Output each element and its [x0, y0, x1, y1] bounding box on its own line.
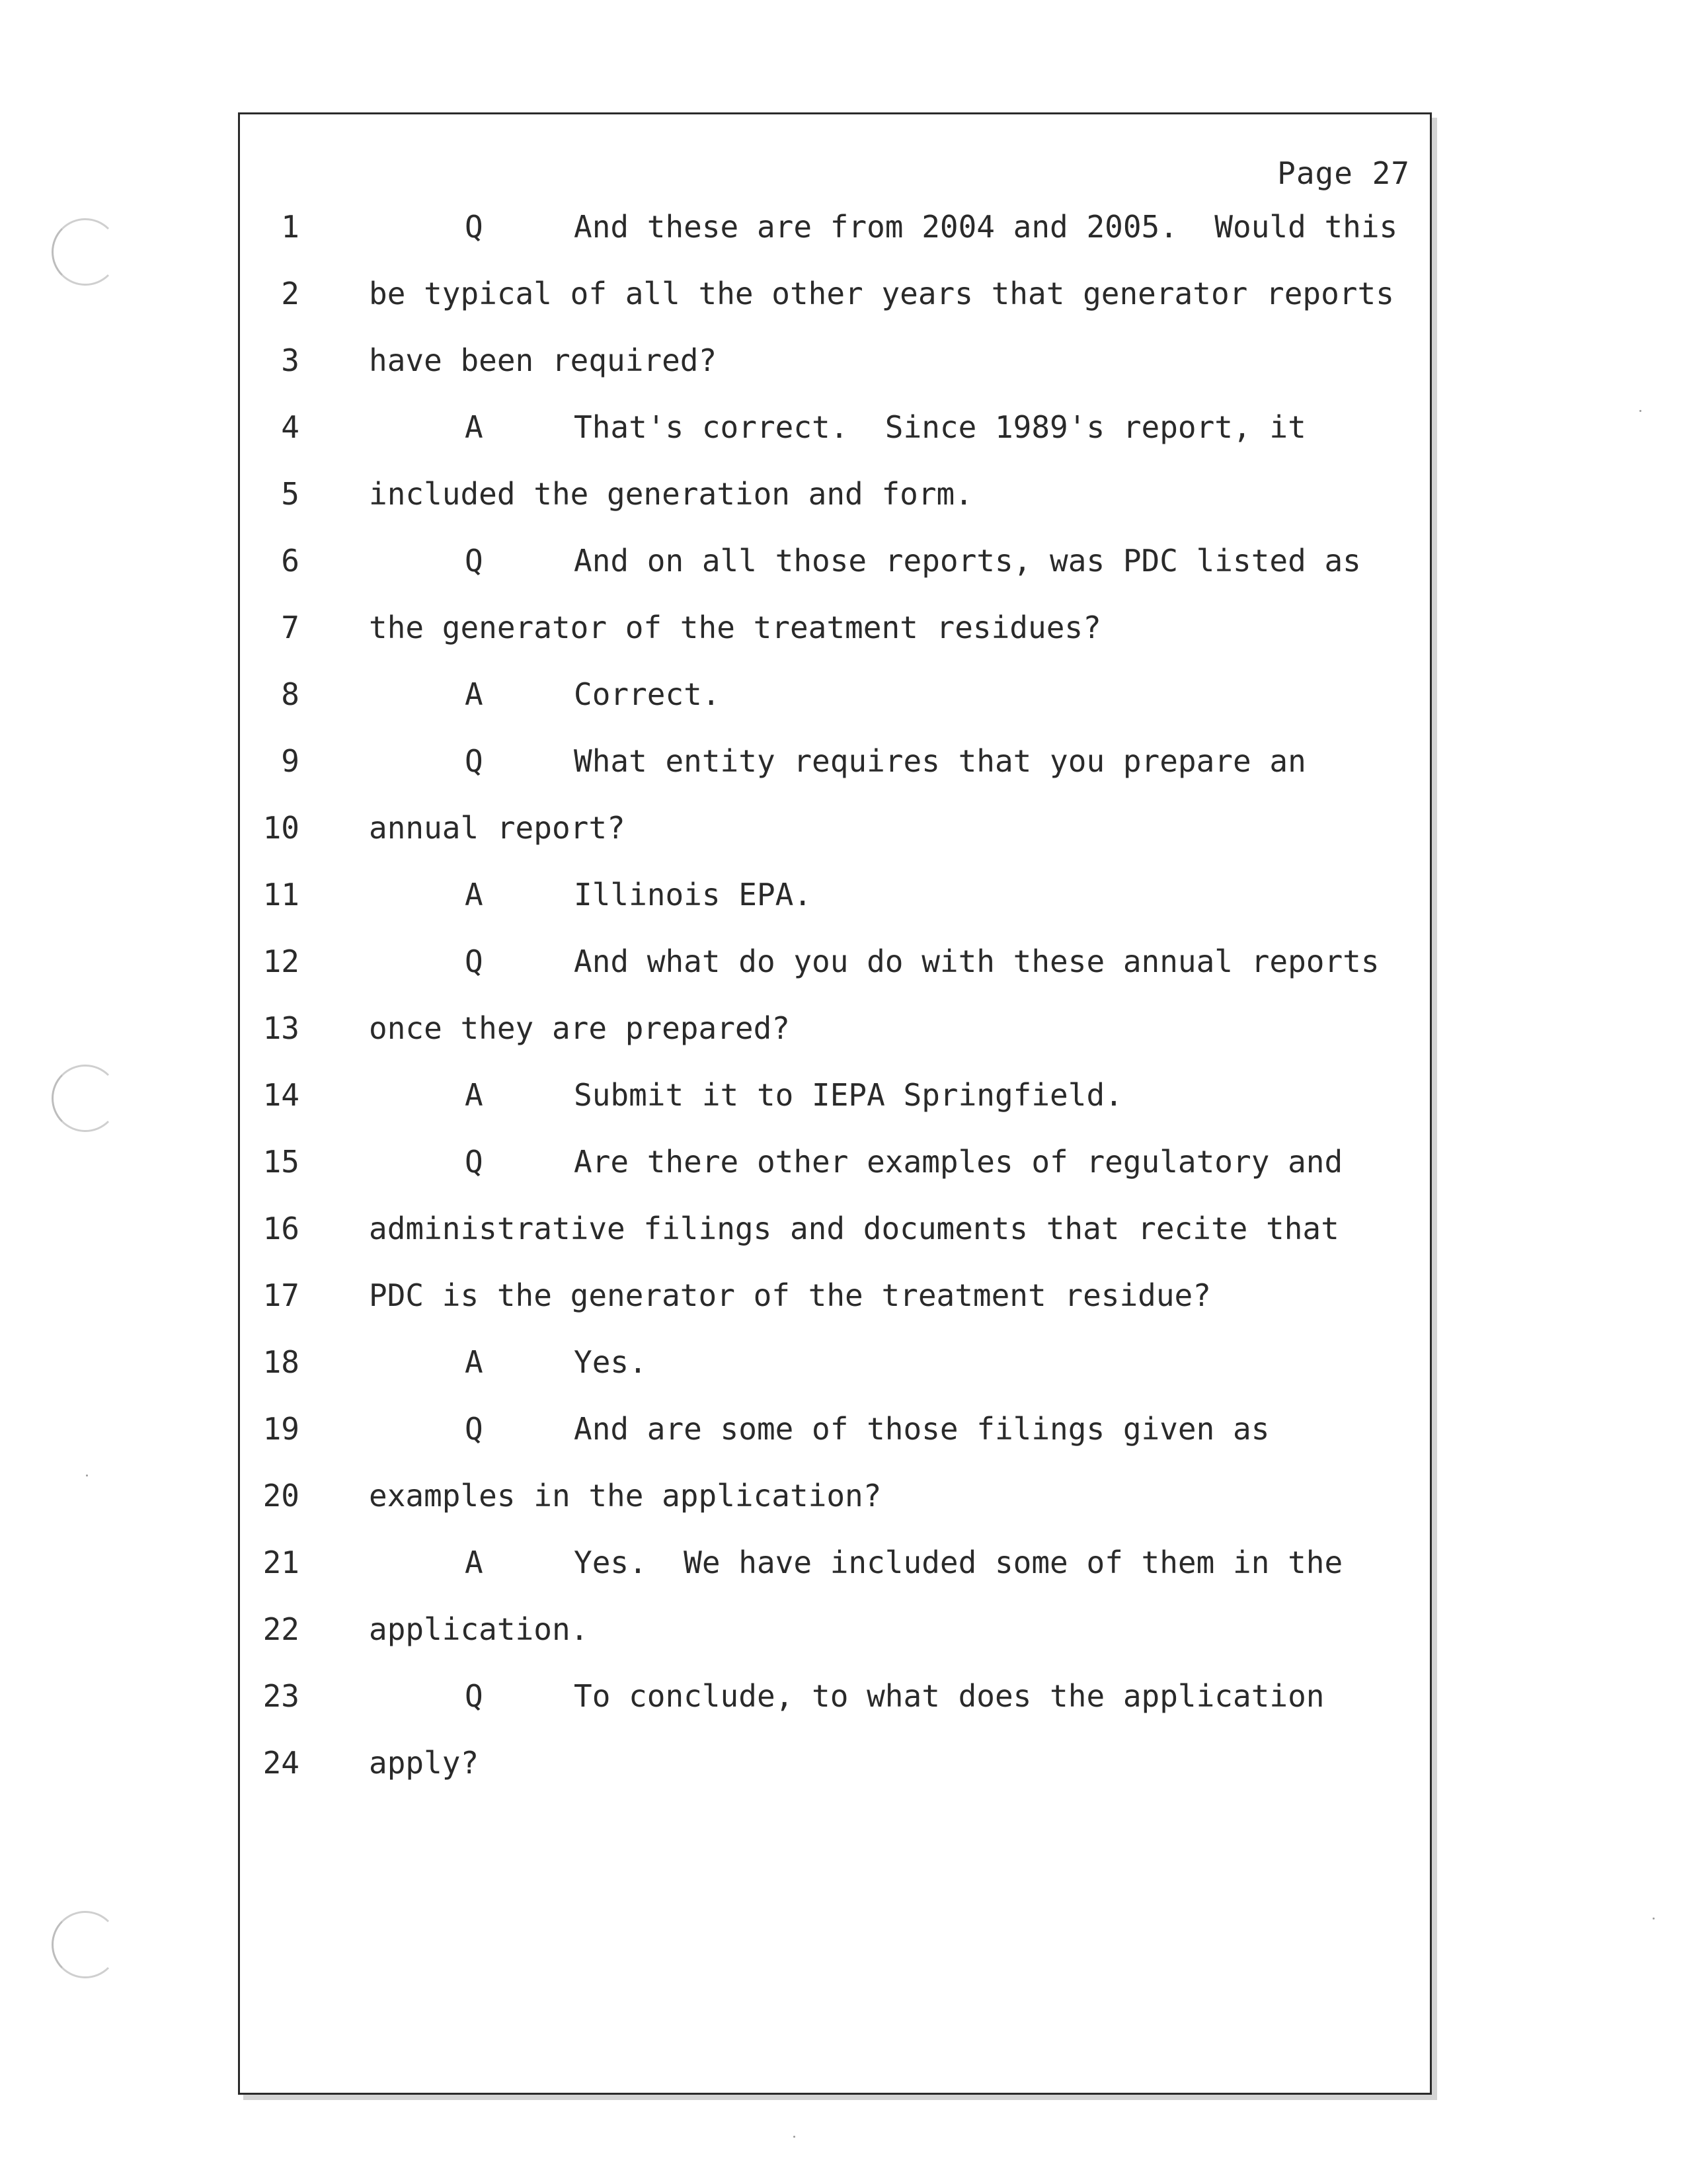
speaker-label: Q [465, 209, 483, 245]
line-number: 11 [262, 877, 299, 912]
scan-speck [1653, 1918, 1655, 1920]
line-text: And on all those reports, was PDC listed as [574, 543, 1361, 579]
transcript-line [240, 674, 1430, 714]
speaker-label: Q [465, 543, 483, 579]
line-number: 1 [281, 209, 299, 245]
speaker-label: A [465, 1077, 483, 1113]
transcript-line [240, 1676, 1430, 1716]
line-text: Are there other examples of regulatory and [574, 1144, 1343, 1180]
line-number: 14 [262, 1077, 299, 1113]
transcript-line [240, 274, 1430, 313]
line-number: 9 [281, 743, 299, 779]
speaker-label: Q [465, 944, 483, 979]
transcript-line [240, 1409, 1430, 1449]
line-text: annual report? [369, 810, 625, 846]
line-number: 23 [262, 1678, 299, 1714]
speaker-label: Q [465, 1678, 483, 1714]
transcript-line [240, 808, 1430, 848]
line-number: 20 [262, 1478, 299, 1514]
line-text: Yes. [574, 1344, 647, 1380]
line-text: application. [369, 1611, 589, 1647]
transcript-line [240, 1543, 1430, 1582]
transcript-line [240, 1342, 1430, 1382]
transcript-line [240, 1275, 1430, 1315]
scan-speck [1639, 410, 1641, 412]
line-text: To conclude, to what does the application [574, 1678, 1325, 1714]
line-text: Yes. We have included some of them in the [574, 1545, 1343, 1580]
line-number: 19 [262, 1411, 299, 1447]
line-text: That's correct. Since 1989's report, it [574, 409, 1306, 445]
line-text: Submit it to IEPA Springfield. [574, 1077, 1123, 1113]
transcript-line [240, 541, 1430, 581]
line-number: 15 [262, 1144, 299, 1180]
line-text: have been required? [369, 343, 717, 378]
transcript-line [240, 1008, 1430, 1048]
speaker-label: Q [465, 1411, 483, 1447]
transcript-line [240, 942, 1430, 981]
line-number: 4 [281, 409, 299, 445]
binder-hole-top [52, 218, 119, 286]
transcript-line [240, 1209, 1430, 1248]
line-number: 22 [262, 1611, 299, 1647]
line-text: administrative filings and documents that recite that [369, 1211, 1339, 1246]
line-number: 2 [281, 276, 299, 311]
line-number: 5 [281, 476, 299, 512]
page-number: Page 27 [1277, 155, 1410, 191]
scan-speck [793, 2136, 795, 2138]
line-number: 17 [262, 1277, 299, 1313]
line-text: What entity requires that you prepare an [574, 743, 1306, 779]
line-text: And what do you do with these annual reports [574, 944, 1380, 979]
line-text: And these are from 2004 and 2005. Would this [574, 209, 1398, 245]
line-number: 10 [262, 810, 299, 846]
speaker-label: A [465, 1344, 483, 1380]
binder-hole-middle [52, 1065, 119, 1132]
transcript-frame [238, 112, 1432, 2095]
transcript-line [240, 1075, 1430, 1115]
speaker-label: A [465, 877, 483, 912]
line-number: 24 [262, 1745, 299, 1781]
speaker-label: A [465, 676, 483, 712]
speaker-label: A [465, 1545, 483, 1580]
transcript-line [240, 1743, 1430, 1783]
line-number: 7 [281, 610, 299, 645]
speaker-label: Q [465, 743, 483, 779]
transcript-line [240, 875, 1430, 914]
line-text: included the generation and form. [369, 476, 973, 512]
transcript-line [240, 1609, 1430, 1649]
line-text: once they are prepared? [369, 1010, 790, 1046]
scan-speck [86, 1475, 88, 1476]
binder-hole-bottom [52, 1911, 119, 1978]
line-text: And are some of those filings given as [574, 1411, 1270, 1447]
transcript-line [240, 341, 1430, 380]
line-number: 3 [281, 343, 299, 378]
line-number: 12 [262, 944, 299, 979]
line-number: 6 [281, 543, 299, 579]
line-text: Correct. [574, 676, 721, 712]
speaker-label: A [465, 409, 483, 445]
transcript-line [240, 1142, 1430, 1182]
transcript-line [240, 608, 1430, 647]
line-number: 18 [262, 1344, 299, 1380]
transcript-line [240, 741, 1430, 781]
line-text: be typical of all the other years that generator reports [369, 276, 1394, 311]
transcript-line [240, 407, 1430, 447]
line-text: PDC is the generator of the treatment residue? [369, 1277, 1211, 1313]
transcript-line [240, 207, 1430, 247]
line-text: examples in the application? [369, 1478, 882, 1514]
line-number: 13 [262, 1010, 299, 1046]
transcript-line [240, 1476, 1430, 1516]
line-number: 8 [281, 676, 299, 712]
line-text: Illinois EPA. [574, 877, 812, 912]
line-text: the generator of the treatment residues? [369, 610, 1101, 645]
line-number: 21 [262, 1545, 299, 1580]
line-text: apply? [369, 1745, 479, 1781]
line-number: 16 [262, 1211, 299, 1246]
speaker-label: Q [465, 1144, 483, 1180]
transcript-line [240, 474, 1430, 514]
